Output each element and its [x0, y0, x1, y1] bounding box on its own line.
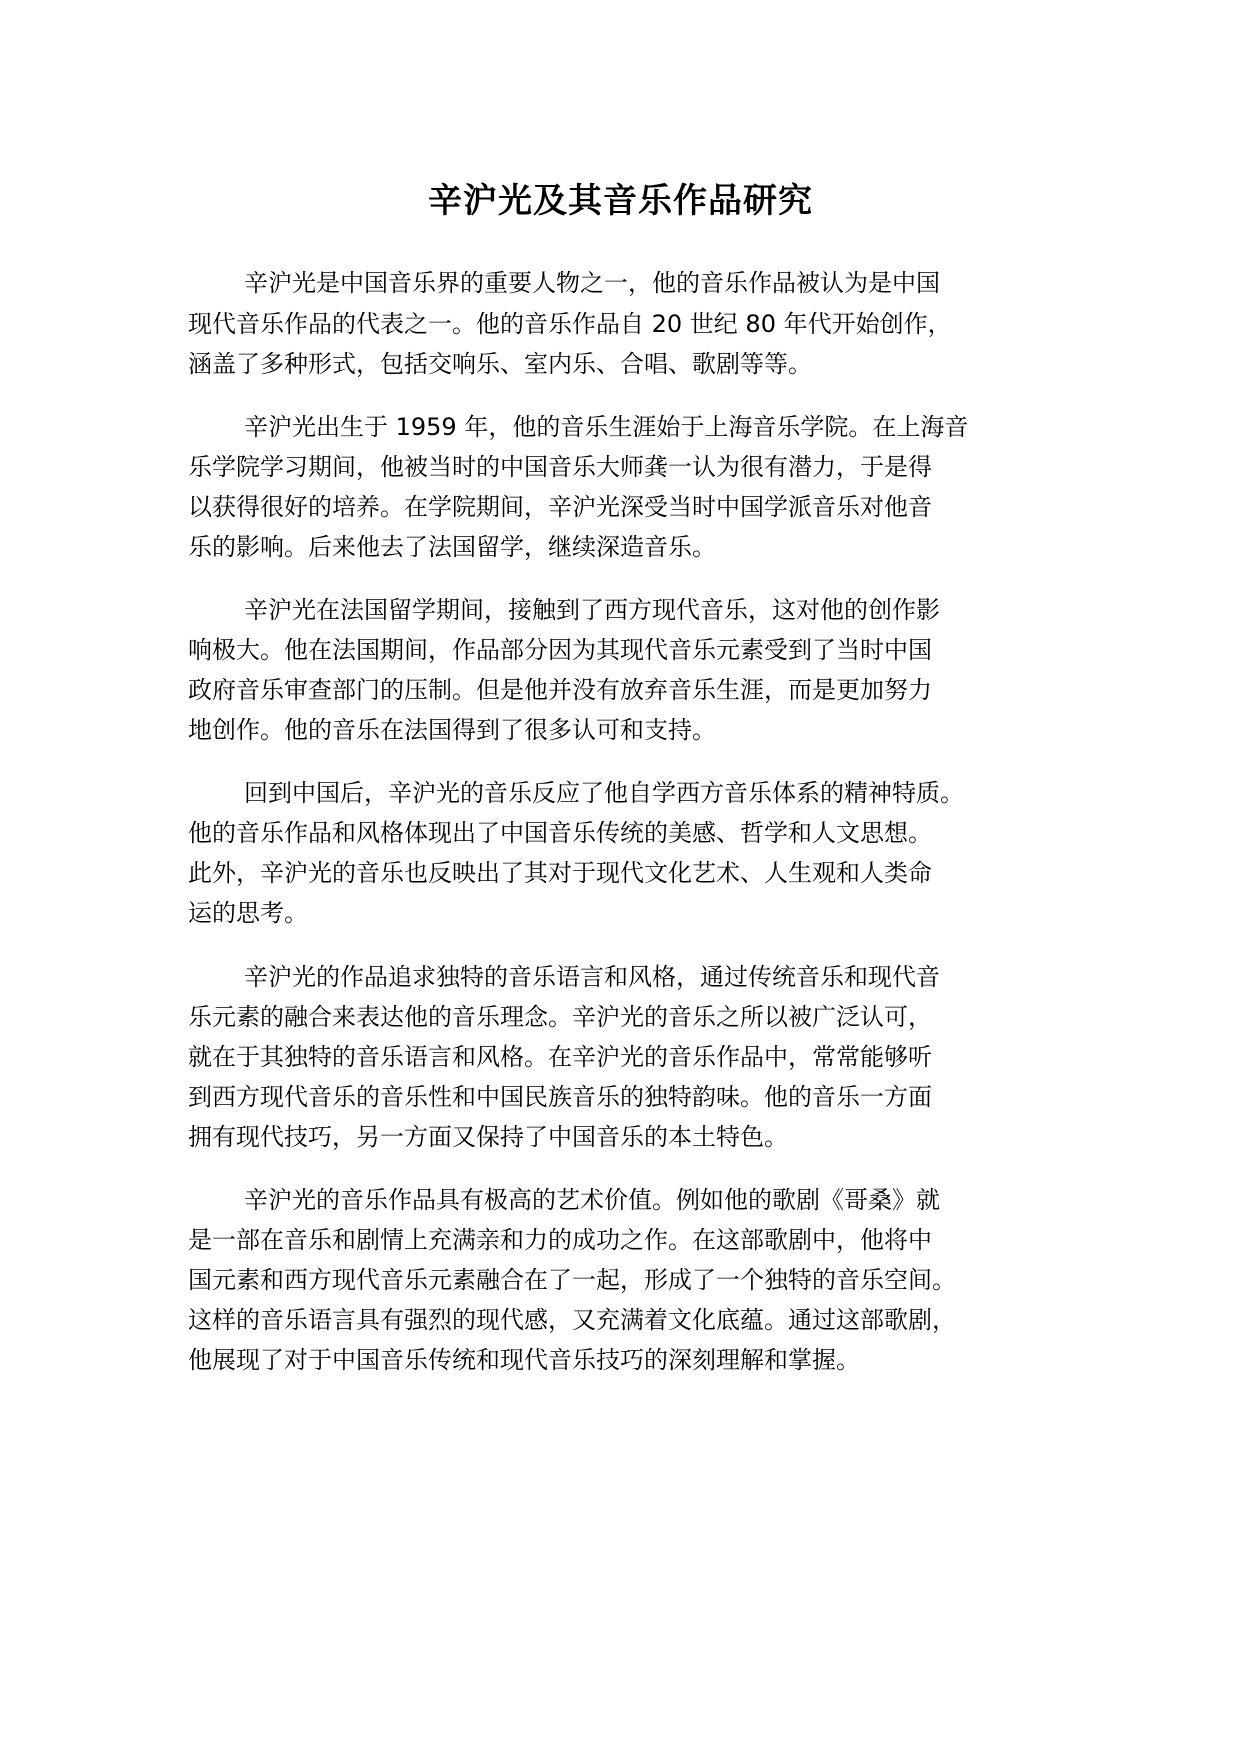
- paragraph-3-line-3: 政府音乐审查部门的压制。但是他并没有放弃音乐生涯，而是更加努力: [188, 676, 932, 704]
- paragraph-2-line-1: 辛沪光出生于 1959 年，他的音乐生涯始于上海音乐学院。在上海音: [244, 413, 969, 441]
- paragraph-5-line-2: 乐元素的融合来表达他的音乐理念。辛沪光的音乐之所以被广泛认可，: [188, 1003, 932, 1031]
- paragraph-4-line-4: 运的思考。: [188, 899, 308, 927]
- paragraph-5-line-3: 就在于其独特的音乐语言和风格。在辛沪光的音乐作品中，常常能够听: [188, 1043, 932, 1071]
- paragraph-4-line-2: 他的音乐作品和风格体现出了中国音乐传统的美感、哲学和人文思想。: [188, 819, 932, 847]
- paragraph-6-line-4: 这样的音乐语言具有强烈的现代感，又充满着文化底蕴。通过这部歌剧，: [188, 1306, 956, 1334]
- paragraph-3-line-4: 地创作。他的音乐在法国得到了很多认可和支持。: [188, 716, 716, 744]
- paragraph-6-line-1: 辛沪光的音乐作品具有极高的艺术价值。例如他的歌剧《哥桑》就: [244, 1186, 940, 1214]
- paragraph-4-line-3: 此外，辛沪光的音乐也反映出了其对于现代文化艺术、人生观和人类命: [188, 859, 932, 887]
- paragraph-1-line-2: 现代音乐作品的代表之一。他的音乐作品自 20 世纪 80 年代开始创作，: [188, 310, 952, 338]
- paragraph-2-line-2: 乐学院学习期间，他被当时的中国音乐大师龚一认为很有潜力，于是得: [188, 453, 932, 481]
- paragraph-6-line-5: 他展现了对于中国音乐传统和现代音乐技巧的深刻理解和掌握。: [188, 1346, 860, 1374]
- paragraph-2-line-3: 以获得很好的培养。在学院期间，辛沪光深受当时中国学派音乐对他音: [188, 493, 932, 521]
- paragraph-1-line-1: 辛沪光是中国音乐界的重要人物之一，他的音乐作品被认为是中国: [244, 269, 940, 297]
- paragraph-1-line-3: 涵盖了多种形式，包括交响乐、室内乐、合唱、歌剧等等。: [188, 350, 812, 378]
- paragraph-3-line-2: 响极大。他在法国期间，作品部分因为其现代音乐元素受到了当时中国: [188, 636, 932, 664]
- paragraph-2-line-4: 乐的影响。后来他去了法国留学，继续深造音乐。: [188, 533, 716, 561]
- paragraph-5-line-4: 到西方现代音乐的音乐性和中国民族音乐的独特韵味。他的音乐一方面: [188, 1083, 932, 1111]
- paragraph-6-line-2: 是一部在音乐和剧情上充满亲和力的成功之作。在这部歌剧中，他将中: [188, 1226, 932, 1254]
- paragraph-6-line-3: 国元素和西方现代音乐元素融合在了一起，形成了一个独特的音乐空间。: [188, 1266, 956, 1294]
- page-title: 辛沪光及其音乐作品研究: [428, 181, 813, 221]
- paragraph-5-line-1: 辛沪光的作品追求独特的音乐语言和风格，通过传统音乐和现代音: [244, 963, 940, 991]
- paragraph-3-line-1: 辛沪光在法国留学期间，接触到了西方现代音乐，这对他的创作影: [244, 596, 940, 624]
- paragraph-5-line-5: 拥有现代技巧，另一方面又保持了中国音乐的本土特色。: [188, 1123, 788, 1151]
- paragraph-4-line-1: 回到中国后，辛沪光的音乐反应了他自学西方音乐体系的精神特质。: [244, 779, 964, 807]
